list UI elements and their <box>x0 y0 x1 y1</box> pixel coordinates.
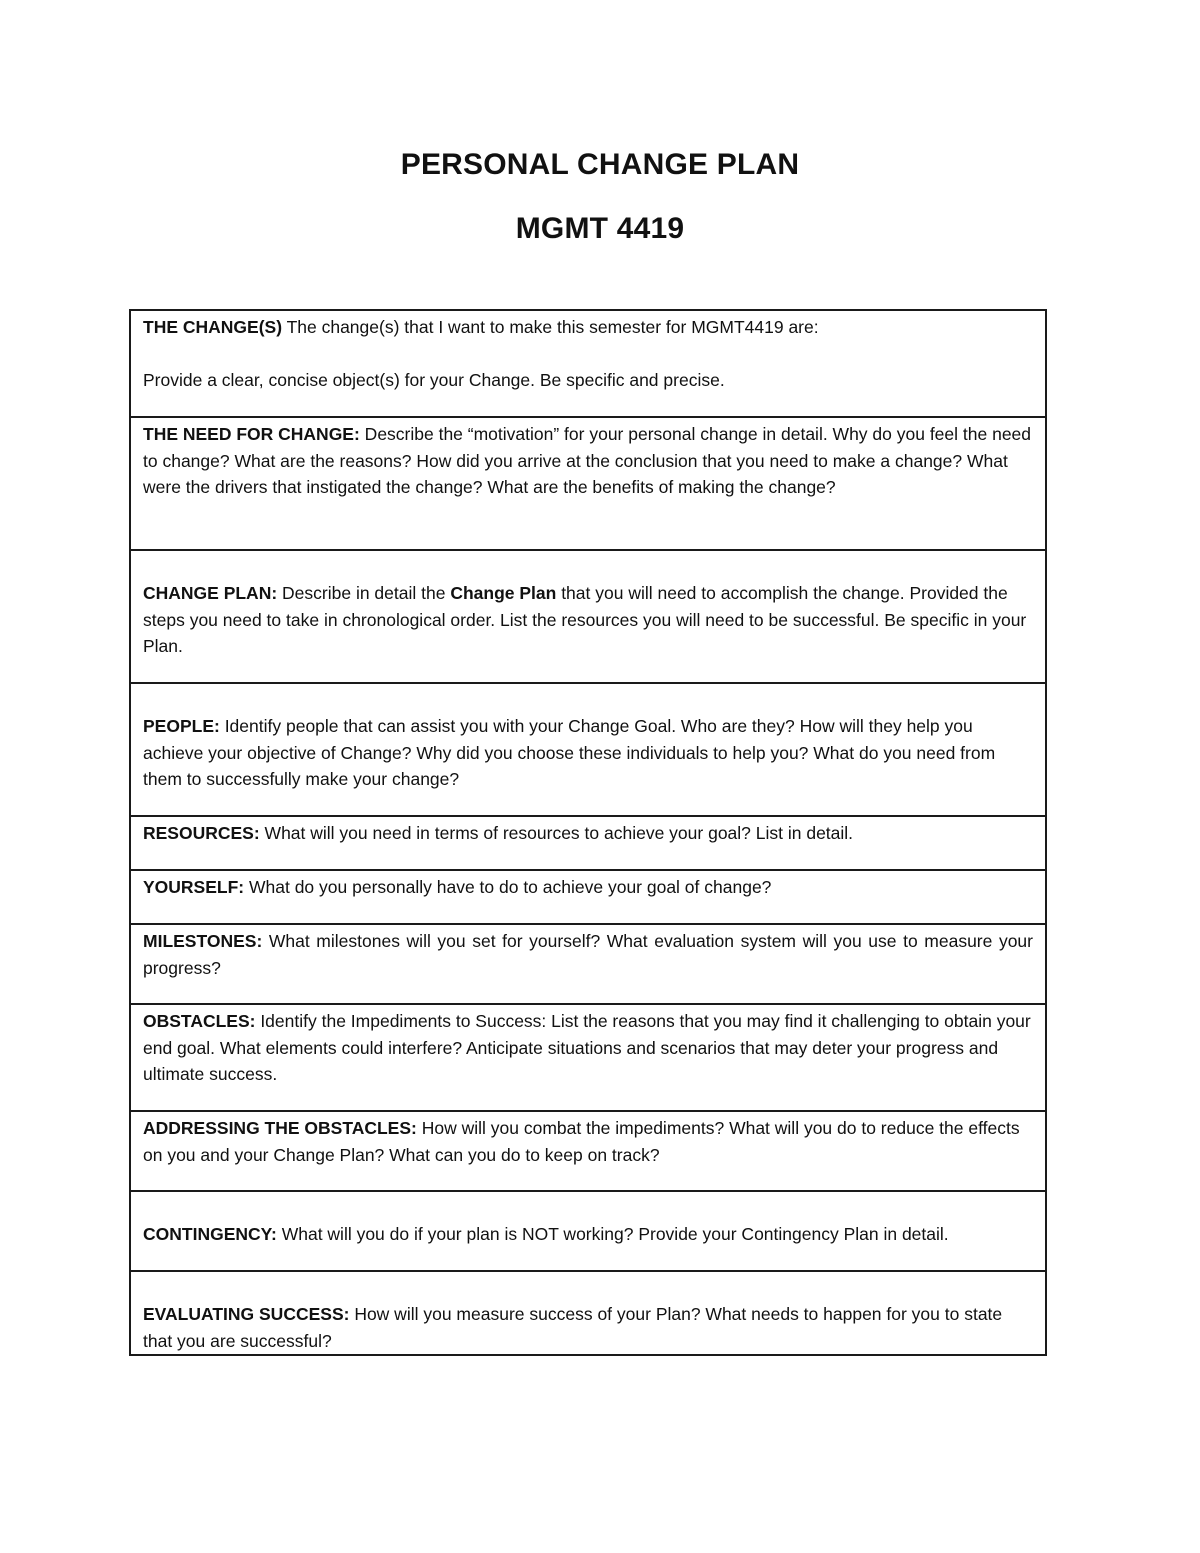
change-plan-table <box>129 309 1047 1356</box>
table-row-need <box>130 417 1046 550</box>
label-contingency: CONTINGENCY: <box>143 1224 277 1244</box>
text-resources: What will you need in terms of resources to achieve your goal? List in detail. <box>259 823 854 843</box>
cell-change <box>130 310 1046 417</box>
cell-addressing <box>130 1111 1046 1191</box>
text-plan-bold: Change Plan <box>450 583 557 603</box>
table-row-milestones <box>130 924 1046 1004</box>
label-milestones: MILESTONES: <box>143 931 263 951</box>
label-people: PEOPLE: <box>143 716 220 736</box>
text-change-instructions: Provide a clear, concise object(s) for your Change. Be specific and precise. <box>143 369 725 390</box>
cell-contingency <box>130 1191 1046 1271</box>
course-code: MGMT 4419 <box>515 212 685 245</box>
label-addressing: ADDRESSING THE OBSTACLES: <box>143 1118 417 1138</box>
text-plan-a: Describe in detail the <box>277 583 451 603</box>
text-people: Identify people that can assist you with your Change Goal. Who are they? How will they help you achieve your objective of Change? Why did you choose these individuals to help you? What do you need from them to successfully make your change? <box>143 716 996 789</box>
cell-evaluating <box>130 1271 1046 1355</box>
text-addressing: How will you combat the impediments? What will you do to reduce the effects on you and your Change Plan? What can you do to keep on track? <box>143 1118 1020 1165</box>
text-plan-b: that you will need to accomplish the change. Provided the steps you need to take in chronological order. List the resources you will need to be successful. Be specific in your Plan. <box>143 583 1027 656</box>
label-obstacles: OBSTACLES: <box>143 1011 256 1031</box>
label-evaluating: EVALUATING SUCCESS: <box>143 1304 350 1324</box>
table-row-plan <box>130 550 1046 683</box>
cell-yourself <box>130 870 1046 924</box>
text-change: The change(s) that I want to make this semester for MGMT4419 are: <box>282 317 819 337</box>
label-yourself: YOURSELF: <box>143 877 245 897</box>
document-title: PERSONAL CHANGE PLAN <box>400 148 800 181</box>
cell-need <box>130 417 1046 550</box>
cell-people <box>130 683 1046 816</box>
text-contingency: What will you do if your plan is NOT working? Provide your Contingency Plan in detail. <box>276 1224 949 1244</box>
table-row-people <box>130 683 1046 816</box>
text-need: Describe the “motivation” for your personal change in detail. Why do you feel the need to change? What are the reasons? How did you arrive at the conclusion that you need to make a change? What were the drivers that instigated the change? What are the benefits of making the change? <box>143 424 1032 497</box>
table-row-resources <box>130 816 1046 870</box>
text-milestones: What milestones will you set for yourself? What evaluation system will you use to measure your progress? <box>143 931 1033 978</box>
table-row-yourself <box>130 870 1046 924</box>
label-plan: CHANGE PLAN: <box>143 583 278 603</box>
table-row-change <box>130 310 1046 417</box>
cell-milestones <box>130 924 1046 1004</box>
text-yourself: What do you personally have to do to achieve your goal of change? <box>244 877 772 897</box>
cell-obstacles <box>130 1004 1046 1111</box>
label-change: THE CHANGE(S) <box>143 317 283 337</box>
table-row-evaluating <box>130 1271 1046 1355</box>
text-obstacles: Identify the Impediments to Success: List the reasons that you may find it challenging to obtain your end goal. What elements could interfere? Anticipate situations and scenarios that may deter your progress and ultimate success. <box>143 1011 1031 1084</box>
table-row-obstacles <box>130 1004 1046 1111</box>
cell-resources <box>130 816 1046 870</box>
table-row-contingency <box>130 1191 1046 1271</box>
label-need: THE NEED FOR CHANGE: <box>143 424 360 444</box>
table-row-addressing <box>130 1111 1046 1191</box>
cell-plan <box>130 550 1046 683</box>
text-evaluating: How will you measure success of your Plan? What needs to happen for you to state that you are successful? <box>143 1304 1003 1351</box>
label-resources: RESOURCES: <box>143 823 260 843</box>
